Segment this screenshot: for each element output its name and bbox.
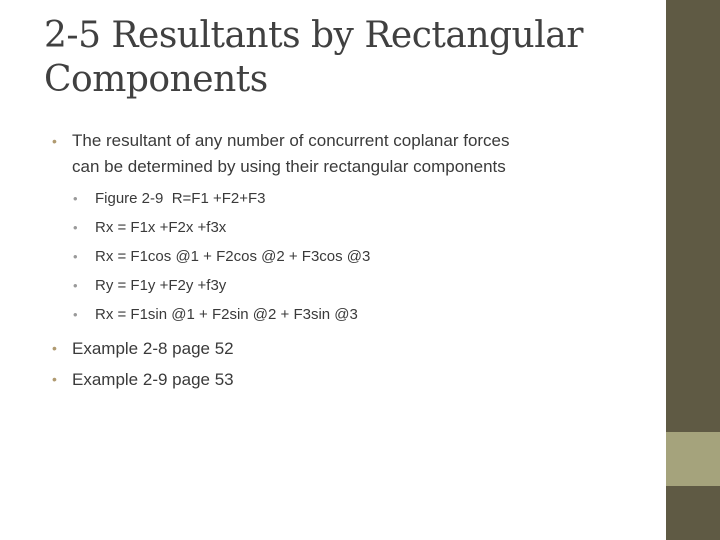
slide-title-line: Components: [44, 59, 268, 100]
example-bullets: [52, 333, 652, 395]
bullet-icon: •: [52, 340, 57, 356]
slide-body: [52, 128, 652, 395]
bullet-icon: •: [73, 278, 78, 293]
example-bullet: [52, 364, 652, 395]
sub-bullet-item: [52, 184, 652, 213]
sub-bullet-list: [52, 184, 652, 329]
bullet-icon: •: [73, 191, 78, 206]
sub-bullet-item: [52, 271, 652, 300]
bullet-icon: •: [73, 220, 78, 235]
main-bullet-line: can be determined by using their rectangular components: [72, 157, 506, 176]
example-bullet-text: Example 2-9 page 53: [72, 370, 234, 389]
bullet-icon: •: [73, 249, 78, 264]
sub-bullet-item: [52, 300, 652, 329]
example-bullet: [52, 333, 652, 364]
sub-bullet-text: Ry = F1y +F2y +f3y: [95, 277, 227, 294]
main-bullet-line: The resultant of any number of concurrent coplanar forces: [72, 131, 510, 150]
slide-title: [44, 14, 644, 102]
bullet-icon: •: [52, 371, 57, 387]
bullet-icon: •: [52, 133, 57, 149]
slide-title-line: 2-5 Resultants by Rectangular: [44, 15, 583, 56]
sub-bullet-text: Rx = F1x +F2x +f3x: [95, 219, 227, 236]
sub-bullet-item: [52, 242, 652, 271]
sub-bullet-text: Figure 2-9 R=F1 +F2+F3: [95, 190, 266, 207]
sub-bullet-item: [52, 213, 652, 242]
example-bullet-text: Example 2-8 page 52: [72, 339, 234, 358]
side-accent-block: [666, 432, 720, 486]
sub-bullet-text: Rx = F1sin @1 + F2sin @2 + F3sin @3: [95, 306, 358, 323]
main-bullet: [52, 128, 652, 180]
sub-bullet-text: Rx = F1cos @1 + F2cos @2 + F3cos @3: [95, 248, 371, 265]
bullet-icon: •: [73, 307, 78, 322]
